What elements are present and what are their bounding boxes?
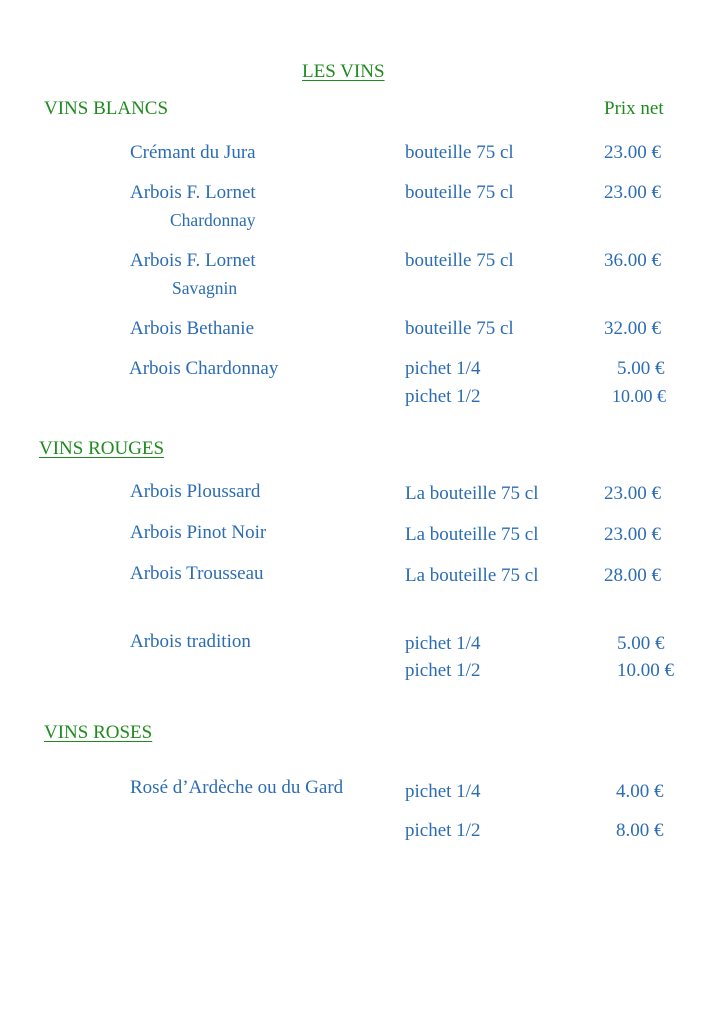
wine-name: Arbois Trousseau <box>130 563 264 584</box>
wine-name: Arbois Ploussard <box>130 481 261 502</box>
wine-size: pichet 1/4 <box>405 633 481 654</box>
wine-price: 5.00 € <box>617 358 665 379</box>
wine-price: 32.00 € <box>604 318 661 339</box>
wine-name: Arbois F. Lornet <box>130 250 256 271</box>
wine-size: pichet 1/2 <box>405 820 481 841</box>
section-heading-blancs: VINS BLANCS <box>44 98 169 119</box>
wine-size: bouteille 75 cl <box>405 142 514 163</box>
wine-size: pichet 1/2 <box>405 386 481 407</box>
wine-name: Crémant du Jura <box>130 142 256 163</box>
wine-size: pichet 1/2 <box>405 660 481 681</box>
wine-name: Arbois Bethanie <box>130 318 255 339</box>
wine-price: 5.00 € <box>617 633 665 654</box>
wine-price: 4.00 € <box>616 781 664 802</box>
wine-price: 23.00 € <box>604 524 661 545</box>
wine-price: 28.00 € <box>604 565 661 586</box>
wine-name: Arbois Pinot Noir <box>130 522 267 543</box>
wine-price: 23.00 € <box>604 182 661 203</box>
wine-price: 36.00 € <box>604 250 661 271</box>
wine-price: 10.00 € <box>612 386 666 406</box>
wine-name: Rosé d’Ardèche ou du Gard <box>130 777 344 798</box>
wine-price: 8.00 € <box>616 820 664 841</box>
wine-size: bouteille 75 cl <box>405 318 514 339</box>
section-heading-rouges: VINS ROUGES <box>39 438 165 459</box>
wine-size: pichet 1/4 <box>405 358 481 379</box>
wine-size: La bouteille 75 cl <box>405 565 539 586</box>
wine-size: pichet 1/4 <box>405 781 481 802</box>
wine-price: 23.00 € <box>604 142 661 163</box>
wine-name: Arbois F. Lornet <box>130 182 256 203</box>
wine-size: bouteille 75 cl <box>405 182 514 203</box>
wine-grape: Savagnin <box>172 278 238 298</box>
wine-size: bouteille 75 cl <box>405 250 514 271</box>
page-title: LES VINS <box>302 61 385 82</box>
wine-name: Arbois Chardonnay <box>129 358 279 379</box>
price-column-header: Prix net <box>604 98 664 119</box>
wine-size: La bouteille 75 cl <box>405 483 539 504</box>
wine-price: 23.00 € <box>604 483 661 504</box>
wine-name: Arbois tradition <box>130 631 251 652</box>
wine-price: 10.00 € <box>617 660 674 681</box>
section-heading-roses: VINS ROSES <box>44 722 153 743</box>
wine-grape: Chardonnay <box>170 210 256 230</box>
wine-size: La bouteille 75 cl <box>405 524 539 545</box>
